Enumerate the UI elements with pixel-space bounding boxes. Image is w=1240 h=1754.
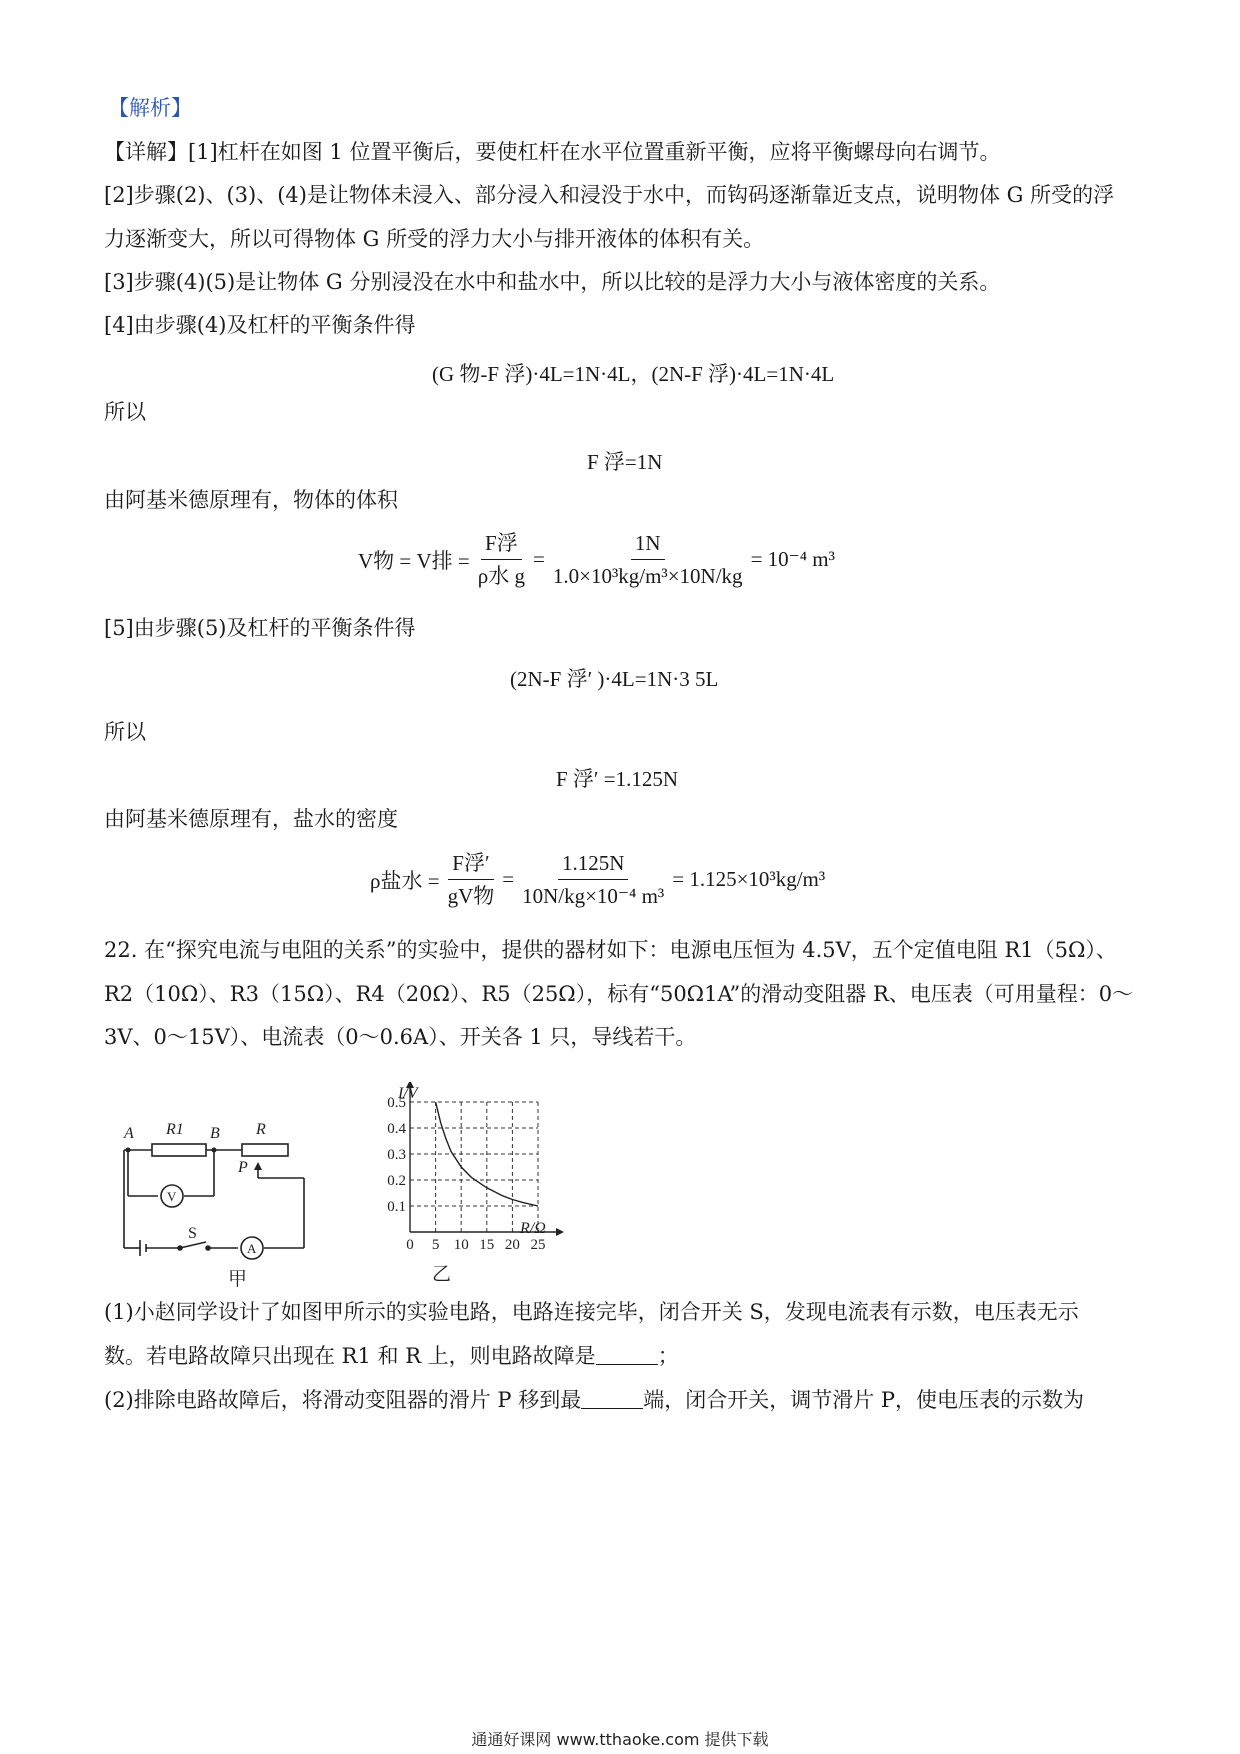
- y-tick-label: 0.5: [387, 1095, 406, 1111]
- eq6-lhs: ρ盐水 =: [370, 868, 440, 893]
- x-tick-label: 15: [479, 1237, 495, 1253]
- eq3-result: = 10⁻⁴ m³: [750, 547, 835, 571]
- s-label: S: [188, 1225, 197, 1242]
- p-label: P: [238, 1159, 248, 1176]
- so-text-1: 所以: [104, 400, 146, 424]
- subquestion-1-line-1: (1)小赵同学设计了如图甲所示的实验电路，电路连接完毕，闭合开关 S，发现电流表有示数，电压表无示: [104, 1300, 1079, 1324]
- eq6-frac2-den: 10N/kg×10⁻⁴ m³: [522, 884, 665, 908]
- eq3-frac1-den: ρ水 g: [477, 564, 526, 588]
- r1-label: R1: [166, 1121, 184, 1138]
- eq6-frac1-num: F浮′: [448, 850, 493, 880]
- equation-5: F 浮′ =1.125N: [556, 767, 679, 791]
- equation-3: [358, 530, 835, 589]
- circuit-diagram: [110, 1110, 370, 1310]
- eq3-frac1-num: F浮: [481, 530, 522, 560]
- eq3-frac2-den: 1.0×10³kg/m³×10N/kg: [552, 564, 743, 588]
- chart-xlabel: R/Ω: [520, 1220, 546, 1237]
- question-22-line-2: R2（10Ω）、R3（15Ω）、R4（20Ω）、R5（25Ω），标有“50Ω1A”的滑动变阻器 R、电压表（可用量程：0～: [104, 982, 1134, 1006]
- detail-label: 【详解】: [104, 140, 188, 164]
- equation-1: (G 物-F 浮)·4L=1N·4L，(2N-F 浮)·4L=1N·4L: [432, 362, 835, 386]
- x-tick-label: 5: [431, 1237, 440, 1253]
- eq6-frac1-den: gV物: [447, 884, 495, 908]
- page-footer: 通通好课网 www.tthaoke.com 提供下载: [471, 1730, 769, 1749]
- eq3-fraction-1: [474, 530, 529, 589]
- y-tick-label: 0.1: [387, 1199, 406, 1215]
- eq3-fraction-2: [549, 530, 747, 589]
- equation-6: [370, 850, 825, 909]
- x-tick-label: 10: [453, 1237, 469, 1253]
- eq6-result: = 1.125×10³kg/m³: [672, 867, 826, 891]
- eq6-equals: =: [502, 867, 515, 891]
- chart-ylabel: I/V: [398, 1085, 418, 1102]
- subquestion-2-line-1: [104, 1385, 1084, 1415]
- archimedes-text-1: 由阿基米德原理有，物体的体积: [104, 488, 398, 512]
- chart-grid: [410, 1102, 538, 1232]
- subquestion-1-text: 数。若电路故障只出现在 R1 和 R 上，则电路故障是: [104, 1344, 596, 1368]
- rheostat-r: [242, 1144, 288, 1156]
- ammeter-label: A: [247, 1241, 257, 1256]
- question-22-line-3: 3V、0～15V）、电流表（0～0.6A）、开关各 1 只，导线若干。: [104, 1025, 697, 1049]
- subquestion-2-text: (2)排除电路故障后，将滑动变阻器的滑片 P 移到最: [104, 1388, 582, 1412]
- step-1-text: [1]杠杆在如图 1 位置平衡后，要使杠杆在水平位置重新平衡，应将平衡螺母向右调节。: [188, 140, 1001, 164]
- step-3-text: [3]步骤(4)(5)是让物体 G 分别浸没在水中和盐水中，所以比较的是浮力大小与液体密度的关系。: [104, 270, 1001, 294]
- resistor-r1: [152, 1144, 206, 1156]
- so-text-2: 所以: [104, 720, 146, 744]
- subquestion-1-end: ；: [657, 1344, 679, 1368]
- eq3-frac2-num: 1N: [631, 530, 665, 560]
- eq6-frac2-num: 1.125N: [558, 850, 628, 880]
- subquestion-1-line-2: [104, 1341, 679, 1371]
- step-2-line-1: [2]步骤(2)、(3)、(4)是让物体未浸入、部分浸入和浸没于水中，而钩码逐渐靠近支点，说明物体 G 所受的浮: [104, 183, 1115, 207]
- eq6-fraction-1: [444, 850, 499, 909]
- voltmeter-label: V: [167, 1189, 177, 1204]
- equation-4: (2N-F 浮′ )·4L=1N·3 5L: [510, 667, 719, 691]
- r-label: R: [256, 1121, 266, 1138]
- x-tick-label: 25: [530, 1237, 546, 1253]
- step-4-text: [4]由步骤(4)及杠杆的平衡条件得: [104, 313, 416, 337]
- eq3-equals: =: [533, 547, 545, 571]
- subquestion-2-end: 端，闭合开关，调节滑片 P，使电压表的示数为: [643, 1388, 1085, 1412]
- equation-2: F 浮=1N: [587, 450, 663, 474]
- y-tick-label: 0.2: [387, 1173, 406, 1189]
- circuit-caption: 甲: [228, 1269, 248, 1290]
- x-tick-label: 0: [406, 1237, 414, 1253]
- answer-blank-2[interactable]: [581, 1388, 643, 1409]
- x-tick-label: 20: [504, 1237, 520, 1253]
- current-resistance-chart: [380, 1082, 620, 1322]
- archimedes-text-2: 由阿基米德原理有，盐水的密度: [104, 807, 398, 831]
- node-a-label: A: [124, 1125, 134, 1142]
- step-2-line-2: 力逐渐变大，所以可得物体 G 所受的浮力大小与排开液体的体积有关。: [104, 227, 765, 251]
- y-tick-label: 0.3: [387, 1147, 406, 1163]
- question-22-line-1: 22. 在“探究电流与电阻的关系”的实验中，提供的器材如下：电源电压恒为 4.5V，五个定值电阻 R1（5Ω）、: [104, 938, 1117, 962]
- answer-blank-1[interactable]: [596, 1344, 658, 1365]
- detail-step-1: [104, 137, 1000, 167]
- eq6-fraction-2: [518, 850, 668, 909]
- x-axis-arrow: [556, 1228, 564, 1236]
- node-b-label: B: [210, 1125, 220, 1142]
- eq3-lhs: V物 = V排 =: [358, 548, 470, 573]
- y-tick-label: 0.4: [387, 1121, 406, 1137]
- chart-axes: [406, 1082, 564, 1236]
- step-5-text: [5]由步骤(5)及杠杆的平衡条件得: [104, 616, 416, 640]
- chart-caption: 乙: [432, 1264, 452, 1285]
- analysis-label: 【解析】: [108, 96, 192, 120]
